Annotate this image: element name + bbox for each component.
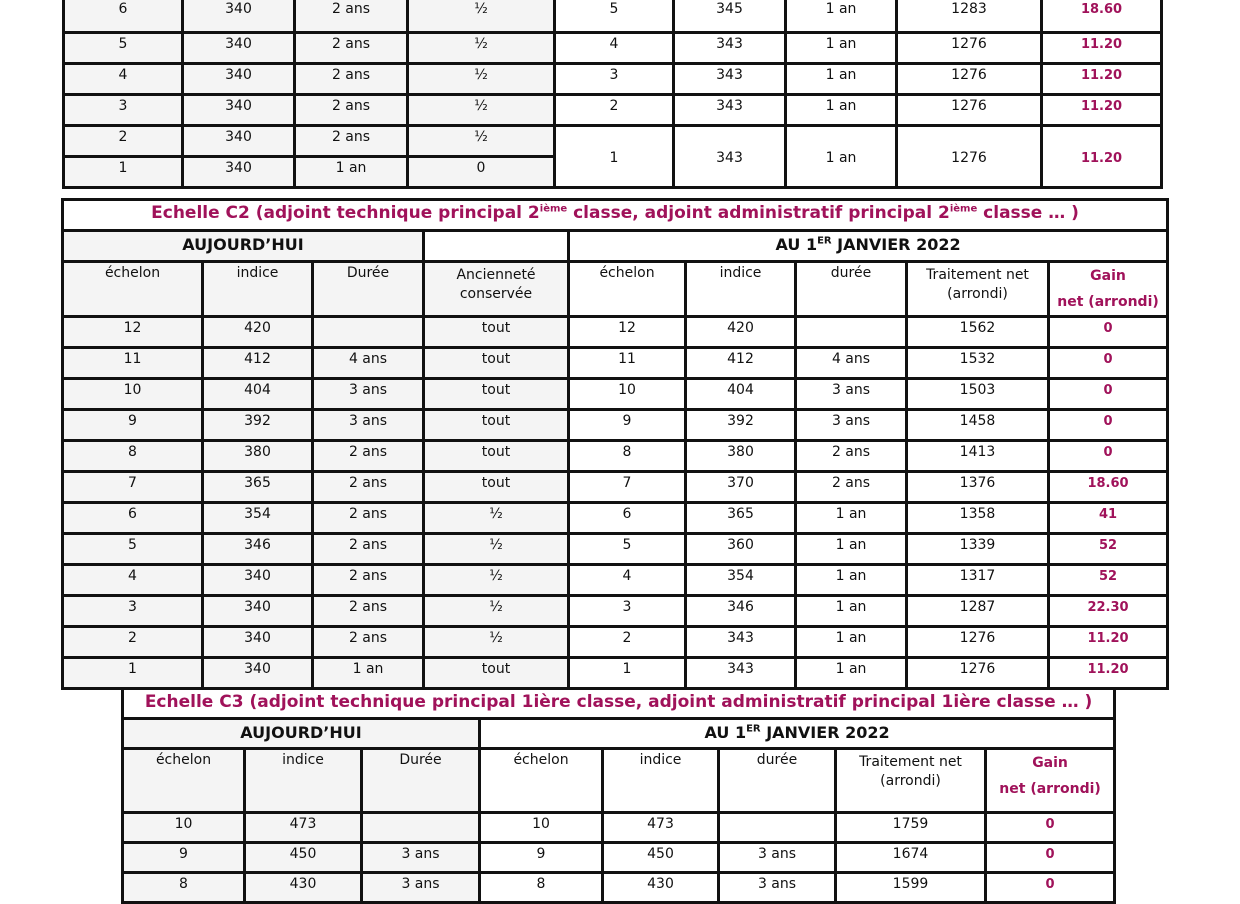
- cell-echelon: 7: [63, 472, 203, 503]
- cell-gain: 0: [1049, 379, 1168, 410]
- table-row: [63, 410, 1168, 441]
- table-title-c3: Echelle C3 (adjoint technique principal 1ière classe, adjoint administratif principal 1ière classe … ): [123, 689, 1115, 719]
- cell-traitement: 1276: [897, 126, 1042, 188]
- cell-duree-2022: 1 an: [786, 0, 897, 33]
- cell-gain: 11.20: [1042, 126, 1162, 188]
- cell-indice: 346: [203, 534, 313, 565]
- cell-duree-2022: 2 ans: [796, 472, 907, 503]
- section-aujourdhui: AUJOURD’HUI: [123, 719, 480, 749]
- cell-duree-2022: [796, 317, 907, 348]
- cell-echelon-2022: 7: [569, 472, 686, 503]
- cell-echelon: 3: [63, 596, 203, 627]
- table-row: [123, 843, 1115, 873]
- header-traitement: Traitement net (arrondi): [907, 262, 1049, 317]
- cell-gain: 0: [1049, 348, 1168, 379]
- cell-traitement: 1532: [907, 348, 1049, 379]
- table-row: [63, 658, 1168, 689]
- section-row: [63, 231, 1168, 262]
- cell-gain: 22.30: [1049, 596, 1168, 627]
- cell-duree: 4 ans: [313, 348, 424, 379]
- table-row: [64, 64, 1162, 95]
- cell-duree: 2 ans: [295, 95, 408, 126]
- cell-duree: 1 an: [313, 658, 424, 689]
- header-anciennete: Ancienneté conservée: [424, 262, 569, 317]
- table-row: [63, 534, 1168, 565]
- cell-indice-2022: 346: [686, 596, 796, 627]
- cell-indice: 380: [203, 441, 313, 472]
- cell-echelon-2022: 5: [569, 534, 686, 565]
- cell-indice: 450: [245, 843, 362, 873]
- cell-duree: [362, 813, 480, 843]
- cell-indice: 430: [245, 873, 362, 903]
- cell-echelon-2022: 10: [569, 379, 686, 410]
- cell-anciennete: ½: [408, 64, 555, 95]
- header-gain: Gain net (arrondi): [986, 749, 1115, 813]
- header-echelon: échelon: [123, 749, 245, 813]
- cell-indice: 340: [203, 565, 313, 596]
- cell-duree: 3 ans: [313, 410, 424, 441]
- cell-indice-2022: 450: [603, 843, 719, 873]
- cell-gain: 11.20: [1042, 95, 1162, 126]
- cell-echelon-2022: 4: [569, 565, 686, 596]
- cell-duree-2022: 1 an: [796, 565, 907, 596]
- cell-indice-2022: 430: [603, 873, 719, 903]
- cell-indice: 392: [203, 410, 313, 441]
- cell-echelon-2022: 8: [569, 441, 686, 472]
- cell-gain: 0: [986, 813, 1115, 843]
- cell-duree: 2 ans: [313, 503, 424, 534]
- cell-duree: 2 ans: [313, 534, 424, 565]
- cell-duree-2022: 1 an: [796, 596, 907, 627]
- table-echelle-c2: [61, 198, 1169, 690]
- cell-duree-2022: 3 ans: [719, 843, 836, 873]
- cell-indice-2022: 420: [686, 317, 796, 348]
- cell-echelon-2022: 2: [555, 95, 674, 126]
- table-row: [64, 0, 1162, 33]
- cell-traitement: 1376: [907, 472, 1049, 503]
- cell-gain: 18.60: [1042, 0, 1162, 33]
- cell-indice-2022: 343: [686, 658, 796, 689]
- table-row: [63, 627, 1168, 658]
- header-indice: indice: [245, 749, 362, 813]
- cell-gain: 41: [1049, 503, 1168, 534]
- cell-indice-2022: 360: [686, 534, 796, 565]
- cell-echelon: 4: [63, 565, 203, 596]
- cell-duree: 2 ans: [313, 627, 424, 658]
- cell-echelon-2022: 5: [555, 0, 674, 33]
- table-row: [63, 441, 1168, 472]
- table-row: [63, 379, 1168, 410]
- cell-echelon-2022: 12: [569, 317, 686, 348]
- cell-duree-2022: 1 an: [796, 658, 907, 689]
- cell-duree: [313, 317, 424, 348]
- cell-anciennete: tout: [424, 317, 569, 348]
- cell-duree-2022: 4 ans: [796, 348, 907, 379]
- cell-indice-2022: 392: [686, 410, 796, 441]
- cell-traitement: 1276: [907, 658, 1049, 689]
- cell-traitement: 1358: [907, 503, 1049, 534]
- cell-duree: 2 ans: [295, 126, 408, 157]
- header-indice-2022: indice: [603, 749, 719, 813]
- cell-duree-2022: 3 ans: [796, 410, 907, 441]
- table-row: [63, 503, 1168, 534]
- cell-indice: 340: [183, 64, 295, 95]
- cell-gain: 11.20: [1042, 33, 1162, 64]
- cell-indice: 340: [203, 658, 313, 689]
- header-row: [63, 262, 1168, 317]
- cell-anciennete: ½: [424, 565, 569, 596]
- cell-echelon-2022: 8: [480, 873, 603, 903]
- cell-duree: 2 ans: [295, 0, 408, 33]
- cell-duree-2022: 1 an: [786, 64, 897, 95]
- cell-echelon-2022: 10: [480, 813, 603, 843]
- title-row: [63, 200, 1168, 231]
- cell-duree-2022: [719, 813, 836, 843]
- cell-duree-2022: 1 an: [796, 627, 907, 658]
- cell-duree: 2 ans: [295, 64, 408, 95]
- cell-echelon: 5: [63, 534, 203, 565]
- cell-echelon: 2: [63, 627, 203, 658]
- cell-echelon-2022: 2: [569, 627, 686, 658]
- header-echelon-2022: échelon: [569, 262, 686, 317]
- cell-duree: 2 ans: [313, 441, 424, 472]
- header-indice-2022: indice: [686, 262, 796, 317]
- cell-anciennete: ½: [424, 596, 569, 627]
- cell-duree: 2 ans: [295, 33, 408, 64]
- cell-duree-2022: 1 an: [796, 534, 907, 565]
- section-2022: AU 1ER JANVIER 2022: [569, 231, 1168, 262]
- table-row: [64, 126, 1162, 157]
- cell-indice: 354: [203, 503, 313, 534]
- cell-traitement: 1283: [897, 0, 1042, 33]
- cell-anciennete: ½: [424, 627, 569, 658]
- table-row: [123, 813, 1115, 843]
- cell-indice-2022: 343: [674, 126, 786, 188]
- header-echelon-2022: échelon: [480, 749, 603, 813]
- cell-traitement: 1276: [907, 627, 1049, 658]
- cell-indice-2022: 354: [686, 565, 796, 596]
- table-echelle-c3: [121, 687, 1116, 904]
- cell-indice: 365: [203, 472, 313, 503]
- cell-indice-2022: 412: [686, 348, 796, 379]
- cell-duree: 3 ans: [313, 379, 424, 410]
- cell-indice-2022: 343: [686, 627, 796, 658]
- cell-echelon-2022: 6: [569, 503, 686, 534]
- section-empty: [424, 231, 569, 262]
- cell-indice-2022: 343: [674, 64, 786, 95]
- cell-gain: 52: [1049, 534, 1168, 565]
- cell-duree: 1 an: [295, 157, 408, 188]
- cell-traitement: 1674: [836, 843, 986, 873]
- cell-duree-2022: 1 an: [786, 95, 897, 126]
- cell-echelon-2022: 3: [569, 596, 686, 627]
- cell-anciennete: tout: [424, 658, 569, 689]
- section-row: [123, 719, 1115, 749]
- header-duree: Durée: [362, 749, 480, 813]
- cell-echelon: 2: [64, 126, 183, 157]
- cell-echelon: 8: [123, 873, 245, 903]
- cell-echelon: 4: [64, 64, 183, 95]
- cell-duree-2022: 1 an: [786, 33, 897, 64]
- cell-echelon-2022: 4: [555, 33, 674, 64]
- cell-anciennete: tout: [424, 348, 569, 379]
- table-row: [64, 95, 1162, 126]
- cell-indice-2022: 343: [674, 33, 786, 64]
- table-echelle-c1-partial: [62, 0, 1163, 189]
- cell-gain: 0: [986, 843, 1115, 873]
- cell-anciennete: tout: [424, 410, 569, 441]
- cell-gain: 11.20: [1042, 64, 1162, 95]
- cell-indice: 340: [203, 627, 313, 658]
- cell-gain: 11.20: [1049, 627, 1168, 658]
- cell-echelon: 5: [64, 33, 183, 64]
- cell-traitement: 1276: [897, 64, 1042, 95]
- cell-gain: 0: [1049, 441, 1168, 472]
- cell-indice: 340: [203, 596, 313, 627]
- cell-indice: 473: [245, 813, 362, 843]
- cell-indice: 340: [183, 157, 295, 188]
- header-echelon: échelon: [63, 262, 203, 317]
- cell-traitement: 1599: [836, 873, 986, 903]
- cell-traitement: 1503: [907, 379, 1049, 410]
- cell-anciennete: tout: [424, 441, 569, 472]
- cell-echelon: 10: [63, 379, 203, 410]
- cell-anciennete: ½: [408, 33, 555, 64]
- cell-indice: 420: [203, 317, 313, 348]
- cell-echelon-2022: 11: [569, 348, 686, 379]
- cell-indice: 340: [183, 95, 295, 126]
- cell-echelon: 11: [63, 348, 203, 379]
- cell-echelon: 9: [63, 410, 203, 441]
- cell-traitement: 1276: [897, 33, 1042, 64]
- cell-indice-2022: 370: [686, 472, 796, 503]
- cell-anciennete: ½: [408, 95, 555, 126]
- cell-indice: 404: [203, 379, 313, 410]
- cell-traitement: 1759: [836, 813, 986, 843]
- cell-indice-2022: 380: [686, 441, 796, 472]
- table-row: [63, 472, 1168, 503]
- cell-duree-2022: 2 ans: [796, 441, 907, 472]
- cell-echelon: 9: [123, 843, 245, 873]
- cell-duree-2022: 3 ans: [796, 379, 907, 410]
- cell-indice: 340: [183, 126, 295, 157]
- cell-echelon-2022: 3: [555, 64, 674, 95]
- cell-anciennete: ½: [424, 503, 569, 534]
- cell-indice: 412: [203, 348, 313, 379]
- cell-gain: 52: [1049, 565, 1168, 596]
- cell-echelon: 1: [63, 658, 203, 689]
- header-duree-2022: durée: [719, 749, 836, 813]
- cell-anciennete: ½: [424, 534, 569, 565]
- cell-echelon: 8: [63, 441, 203, 472]
- cell-gain: 0: [986, 873, 1115, 903]
- cell-traitement: 1413: [907, 441, 1049, 472]
- cell-duree: 2 ans: [313, 565, 424, 596]
- cell-echelon: 6: [64, 0, 183, 33]
- section-aujourdhui: AUJOURD’HUI: [63, 231, 424, 262]
- cell-traitement: 1287: [907, 596, 1049, 627]
- cell-indice: 340: [183, 33, 295, 64]
- cell-echelon: 10: [123, 813, 245, 843]
- cell-anciennete: ½: [408, 126, 555, 157]
- cell-anciennete: tout: [424, 379, 569, 410]
- cell-echelon-2022: 9: [569, 410, 686, 441]
- cell-anciennete: ½: [408, 0, 555, 33]
- table-row: [63, 565, 1168, 596]
- header-indice: indice: [203, 262, 313, 317]
- cell-indice-2022: 345: [674, 0, 786, 33]
- cell-gain: 18.60: [1049, 472, 1168, 503]
- cell-echelon-2022: 1: [555, 126, 674, 188]
- cell-echelon-2022: 9: [480, 843, 603, 873]
- cell-duree-2022: 3 ans: [719, 873, 836, 903]
- cell-traitement: 1458: [907, 410, 1049, 441]
- cell-indice: 340: [183, 0, 295, 33]
- cell-anciennete: tout: [424, 472, 569, 503]
- cell-echelon: 6: [63, 503, 203, 534]
- cell-traitement: 1562: [907, 317, 1049, 348]
- cell-echelon: 12: [63, 317, 203, 348]
- cell-indice-2022: 365: [686, 503, 796, 534]
- cell-traitement: 1317: [907, 565, 1049, 596]
- cell-gain: 0: [1049, 317, 1168, 348]
- cell-duree: 2 ans: [313, 472, 424, 503]
- table-title-c2: Echelle C2 (adjoint technique principal 2ième classe, adjoint administratif principal 2ième classe … ): [63, 200, 1168, 231]
- cell-traitement: 1339: [907, 534, 1049, 565]
- header-row: [123, 749, 1115, 813]
- cell-duree-2022: 1 an: [786, 126, 897, 188]
- section-2022: AU 1ER JANVIER 2022: [480, 719, 1115, 749]
- cell-indice-2022: 404: [686, 379, 796, 410]
- cell-echelon: 3: [64, 95, 183, 126]
- cell-anciennete: 0: [408, 157, 555, 188]
- cell-gain: 0: [1049, 410, 1168, 441]
- header-duree-2022: durée: [796, 262, 907, 317]
- cell-duree: 3 ans: [362, 843, 480, 873]
- header-traitement: Traitement net (arrondi): [836, 749, 986, 813]
- header-duree: Durée: [313, 262, 424, 317]
- table-row: [63, 596, 1168, 627]
- cell-echelon: 1: [64, 157, 183, 188]
- cell-duree-2022: 1 an: [796, 503, 907, 534]
- table-row: [123, 873, 1115, 903]
- table-row: [63, 348, 1168, 379]
- cell-gain: 11.20: [1049, 658, 1168, 689]
- cell-duree: 2 ans: [313, 596, 424, 627]
- cell-duree: 3 ans: [362, 873, 480, 903]
- table-row: [63, 317, 1168, 348]
- table-row: [64, 33, 1162, 64]
- cell-indice-2022: 473: [603, 813, 719, 843]
- cell-indice-2022: 343: [674, 95, 786, 126]
- cell-echelon-2022: 1: [569, 658, 686, 689]
- title-row: [123, 689, 1115, 719]
- cell-traitement: 1276: [897, 95, 1042, 126]
- header-gain: Gain net (arrondi): [1049, 262, 1168, 317]
